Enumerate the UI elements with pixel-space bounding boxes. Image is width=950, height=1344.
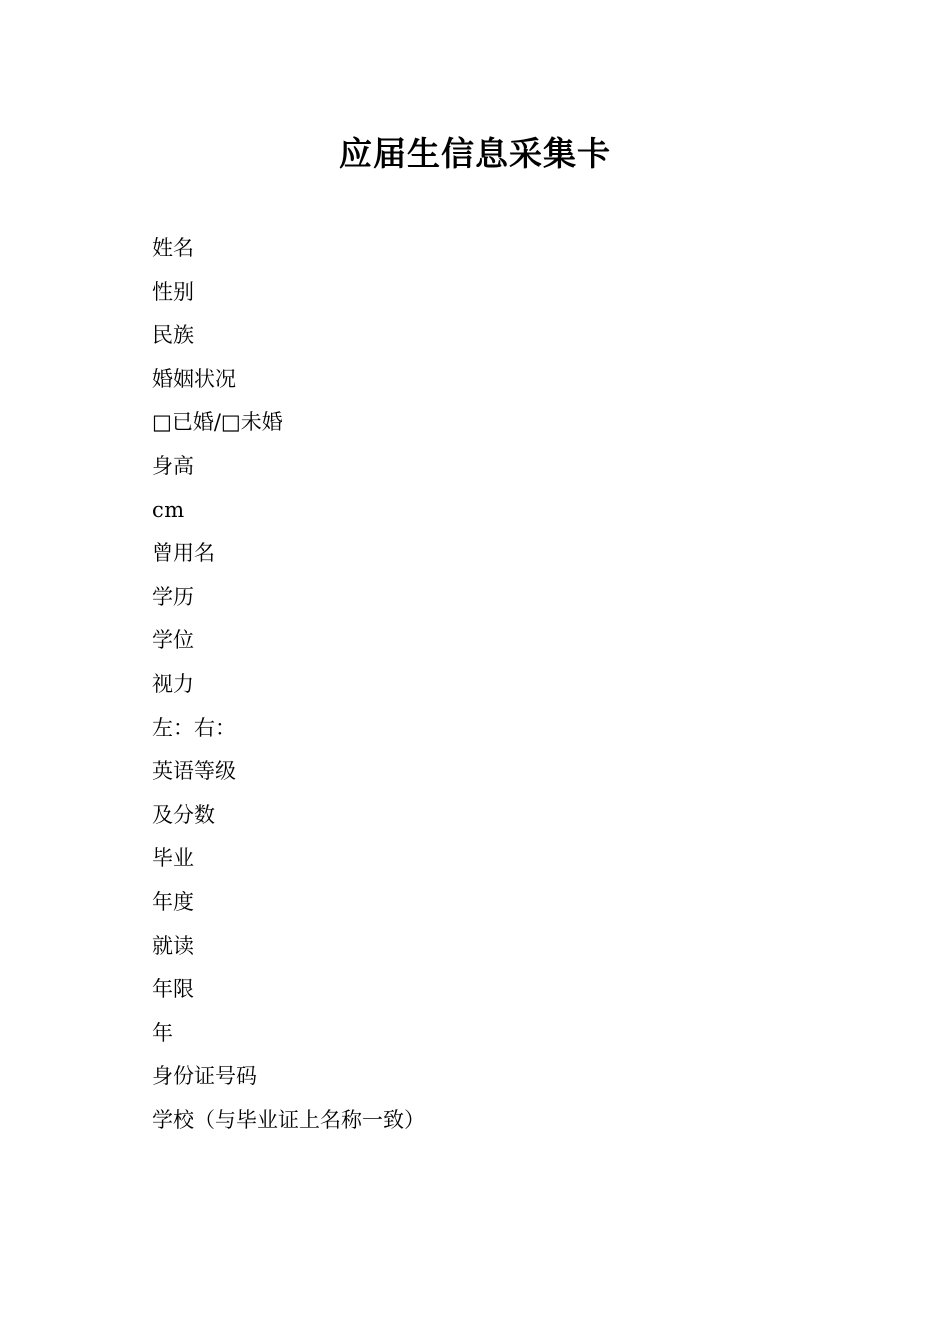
- field-label: 性别: [152, 279, 194, 304]
- field-unit-label: cm: [152, 497, 185, 522]
- field-label: 曾用名: [152, 541, 215, 566]
- field-label: 年度: [152, 889, 194, 914]
- field-unit-label: 年: [152, 1020, 173, 1045]
- field-label: 学校（与毕业证上名称一致）: [152, 1107, 425, 1132]
- field-label: 学历: [152, 584, 194, 609]
- field-label: 英语等级: [152, 759, 236, 784]
- field-label: 身高: [152, 453, 194, 478]
- field-label: 就读: [152, 933, 194, 958]
- field-label: 民族: [152, 323, 194, 348]
- marital-status-checkbox-label[interactable]: □已婚/□未婚: [152, 410, 283, 435]
- vision-left-right-label: 左：右：: [152, 715, 236, 740]
- field-label-list: [0, 175, 950, 1142]
- field-label: 年限: [152, 977, 194, 1002]
- field-label: 姓名: [152, 236, 194, 260]
- field-label: 学位: [152, 628, 194, 653]
- field-label: 视力: [152, 671, 194, 696]
- field-label: 毕业: [152, 846, 194, 871]
- page-title: 应届生信息采集卡: [339, 134, 611, 173]
- field-label: 及分数: [152, 802, 215, 827]
- field-label: 身份证号码: [152, 1064, 257, 1089]
- field-label: 婚姻状况: [152, 366, 236, 391]
